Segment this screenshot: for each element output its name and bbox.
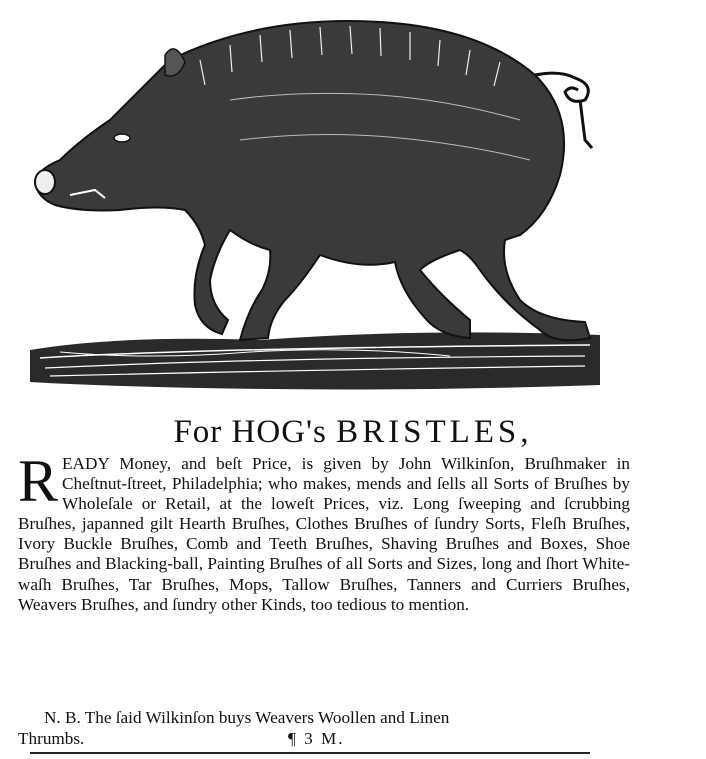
nota-bene-end: Thrumbs. <box>18 729 85 748</box>
headline-main: HOG's <box>231 414 327 450</box>
advert-body <box>18 448 630 615</box>
nota-bene-line: N. B. The ſaid Wilkinſon buys Weavers Woollen and Linen <box>44 708 450 727</box>
drop-capital: R <box>18 448 59 514</box>
hog-icon <box>35 21 592 340</box>
bottom-rule <box>30 752 590 754</box>
advert-headline <box>0 410 706 454</box>
headline-prefix: For <box>173 414 223 450</box>
headline-caps: BRISTLES, <box>336 414 533 450</box>
ground-icon <box>30 332 600 389</box>
advert-body-text: EADY Money, and beſt Price, is given by John Wilkinſon, Bruſhmaker in Cheſtnut-ſtreet, Philadelphia; who makes, mends and ſells all Sorts of Bruſhes by Wholeſale or Retail, at the loweſt Prices, viz. Long ſweeping and ſcrubbing Bruſhes, japanned gilt Hearth Bruſhes, Clothes Bruſhes of ſundry Sorts, Fleſh Bruſhes, Ivory Buckle Bruſhes, Comb and Teeth Bruſhes, Shaving Bruſhes and Boxes, Shoe Bruſhes and Blacking-ball, Painting Bruſhes of all Sorts and Sizes, long and ſhort White-waſh Bruſhes, Tar Bruſhes, Mops, Tallow Bruſhes, Tanners and Curriers Bruſhes, Weavers Bruſhes, and ſundry other Kinds, too tedious to mention. <box>18 454 630 614</box>
nota-bene <box>18 707 630 750</box>
advert-signature: ¶ 3 M. <box>288 729 345 748</box>
